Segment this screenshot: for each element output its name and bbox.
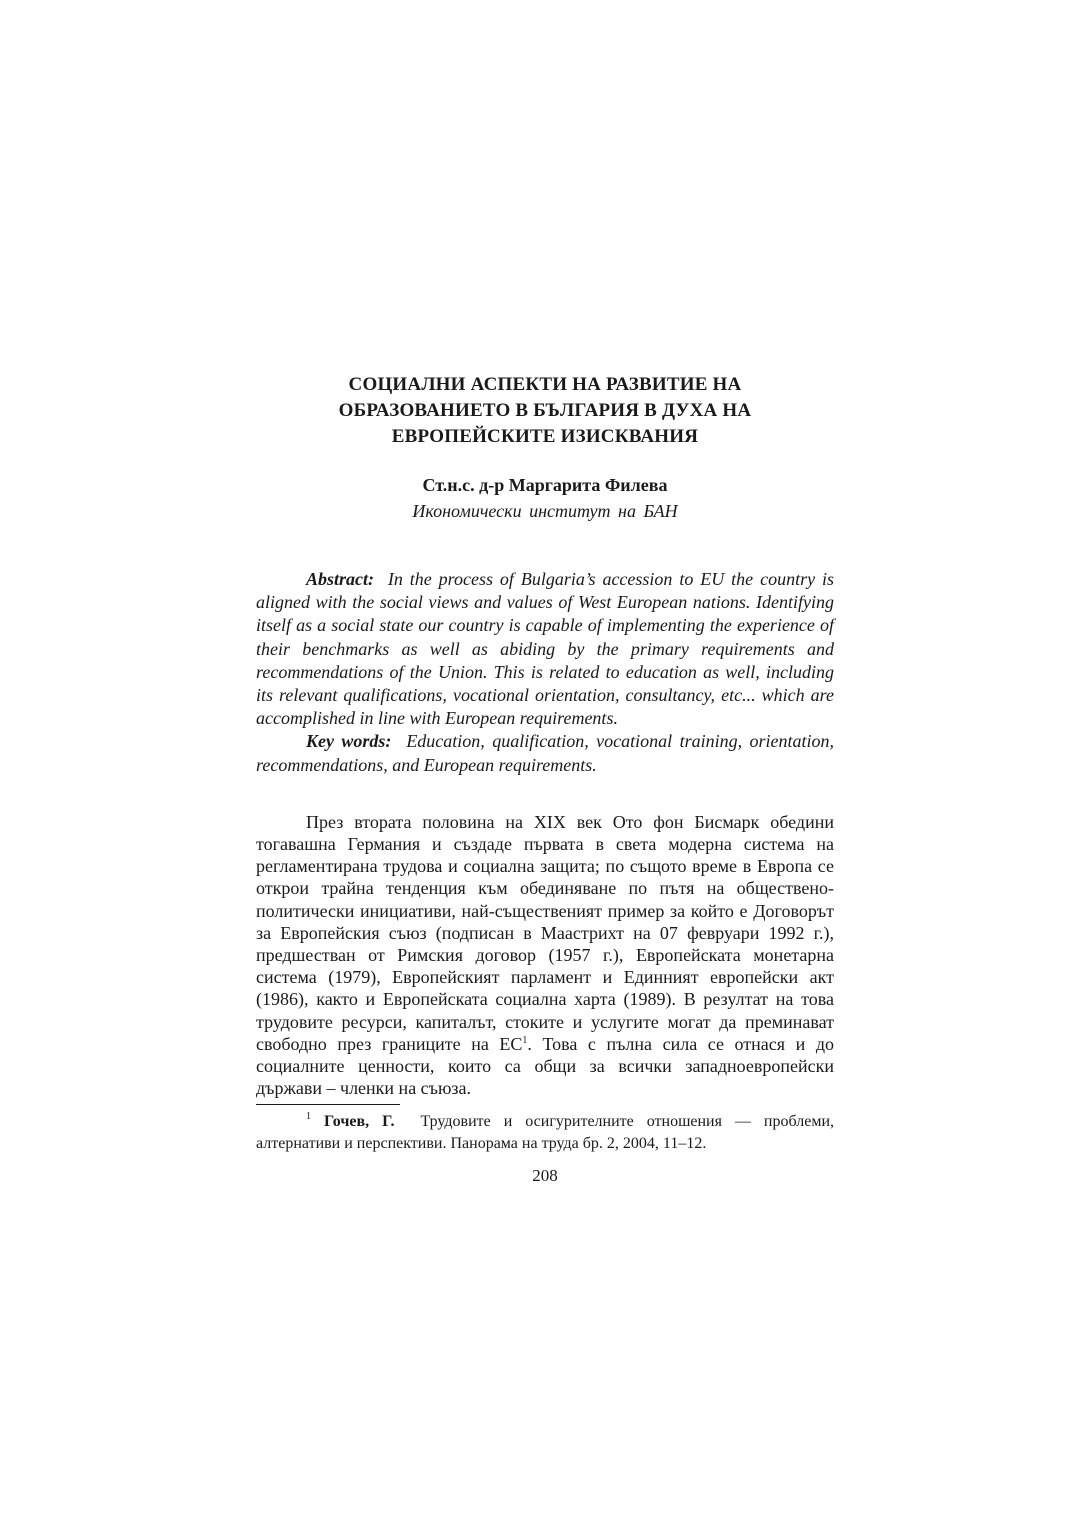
body-paragraph (256, 811, 834, 1100)
author-name: Ст.н.с. д-р Маргарита Филева (422, 475, 668, 495)
page-number: 208 (532, 1166, 558, 1186)
footnote-text: Трудовите и осигурителните отношения — проблеми, алтернативи и перспективи. Панорама на труда бр. 2, 2004, 11–12. (256, 1113, 835, 1153)
article-title (256, 372, 834, 450)
body-text (256, 811, 834, 1100)
footnote-divider (256, 1104, 400, 1105)
page-content (256, 372, 834, 1187)
author-institution: Икономически институт на БАН (412, 501, 678, 521)
footnote-author: Гочев, Г. (323, 1113, 395, 1131)
footnote-paragraph (256, 1111, 834, 1155)
keywords-paragraph (256, 730, 834, 776)
abstract-text: In the process of Bulgaria’s accession to EU the country is aligned with the social views and values of West European nations. Identifying itself as a social state our country is capable of implementing the experience of their benchmarks as well as abiding by the primary requirements and recommendations of the Union. This is related to education as well, including its relevant qualifications, vocational orientation, consultancy, etc... which are accomplished in line with European requirements. (256, 569, 834, 729)
author-block (256, 472, 834, 524)
title-line-1: СОЦИАЛНИ АСПЕКТИ НА РАЗВИТИЕ НА (348, 374, 742, 395)
keywords-text: Education, qualification, vocational training, orientation, recommendations, and European requirements. (256, 731, 835, 775)
footnote-number: 1 (306, 1111, 311, 1123)
keywords-label: Key words: (306, 731, 392, 752)
footnote (256, 1111, 834, 1155)
abstract-label: Abstract: (306, 569, 375, 589)
body-paragraph-part-2: . Това с пълна сила се отнася и до социалните ценности, които са общи за всички западноевропейски държави – членки на съюза. (256, 1033, 834, 1099)
body-paragraph-part-1: През втората половина на XIX век Ото фон Бисмарк обедини тогавашна Германия и създаде първата в света модерна система на регламентирана трудова и социална защита; по същото време в Европа се открои трайна тенденция към обединяване по пътя на обществено-политически инициативи, най-същественият пример за който е Договорът за Европейския съюз (подписан в Маастрихт на 07 февруари 1992 г.), предшестван от Римския договор (1957 г.), Европейската монетарна система (1979), Европейският парламент и Единният европейски акт (1986), както и Европейската социална харта (1989). В резултат на това трудовите ресурси, капиталът, стоките и услугите могат да преминават свободно през границите на ЕС (256, 811, 834, 1054)
footnote-reference: 1 (522, 1034, 528, 1046)
title-line-2: ОБРАЗОВАНИЕТО В БЪЛГАРИЯ В ДУХА НА (338, 400, 752, 421)
title-line-3: ЕВРОПЕЙСКИТЕ ИЗИСКВАНИЯ (391, 426, 699, 447)
abstract-paragraph (256, 568, 834, 730)
abstract (256, 568, 834, 777)
